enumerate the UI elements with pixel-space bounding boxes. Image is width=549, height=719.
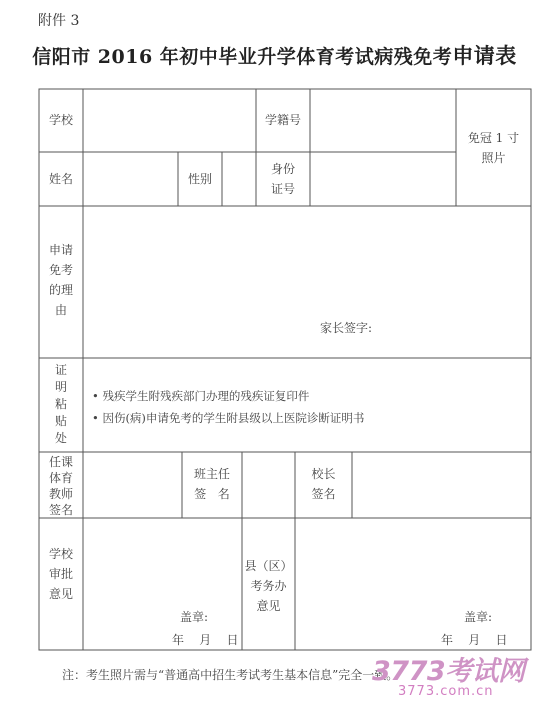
pe-teacher-label-line2: 体育 <box>48 471 73 485</box>
reason-label-line4: 由 <box>54 303 67 317</box>
school-approval-label-line2: 审批 <box>48 567 73 581</box>
id-label <box>256 159 310 199</box>
county-label-line3: 意见 <box>256 599 281 613</box>
proof-label-line2: 明 <box>54 380 67 394</box>
proof-item-injury: • 因伤(病)申请免考的学生附县级以上医院诊断证明书 <box>92 411 365 425</box>
reason-label-line2: 免考 <box>48 263 73 277</box>
proof-item-disability: • 残疾学生附残疾部门办理的残疾证复印件 <box>92 389 310 403</box>
county-approval-field[interactable] <box>295 520 531 648</box>
date-label-left: 年 月 日 <box>172 633 239 647</box>
principal-label-line2: 签名 <box>311 487 336 501</box>
proof-label-line4: 贴 <box>54 414 67 428</box>
proof-label <box>49 362 73 447</box>
pe-teacher-label <box>39 454 83 518</box>
school-field[interactable] <box>83 92 256 150</box>
student-id-field[interactable] <box>310 92 456 150</box>
reason-field[interactable] <box>85 208 529 318</box>
principal-label-line1: 校长 <box>311 467 336 481</box>
head-teacher-label <box>182 464 242 504</box>
county-label <box>242 556 295 616</box>
seal-label-right: 盖章: <box>464 610 493 624</box>
id-label-line2: 证号 <box>270 182 295 196</box>
footer-note: 注：考生照片需与“普通高中招生考试考生基本信息”完全一致。 <box>62 668 399 682</box>
county-label-line2: 考务办 <box>250 579 287 593</box>
reason-label <box>39 240 83 320</box>
school-label: 学校 <box>48 113 73 127</box>
head-teacher-sign-field[interactable] <box>242 454 295 516</box>
principal-label <box>295 464 352 504</box>
id-label-line1: 身份 <box>270 162 295 176</box>
reason-label-line3: 的理 <box>48 283 73 297</box>
proof-label-line1: 证 <box>54 363 67 377</box>
gender-label: 性别 <box>187 172 212 186</box>
site-watermark-logo: 3773考试网 <box>372 656 525 687</box>
pe-teacher-label-line3: 教师 <box>48 487 73 501</box>
head-teacher-label-line2: 签 名 <box>194 487 230 501</box>
school-approval-field[interactable] <box>83 520 242 648</box>
name-field[interactable] <box>83 154 178 204</box>
head-teacher-label-line1: 班主任 <box>193 467 230 481</box>
gender-field[interactable] <box>222 154 256 204</box>
photo-area[interactable] <box>456 128 531 168</box>
student-id-label: 学籍号 <box>264 113 301 127</box>
principal-sign-field[interactable] <box>352 454 531 516</box>
proof-label-line3: 粘 <box>54 397 67 411</box>
id-number-field[interactable] <box>310 154 456 204</box>
pe-teacher-label-line4: 签名 <box>48 503 73 517</box>
school-approval-label-line3: 意见 <box>48 587 73 601</box>
reason-label-line1: 申请 <box>48 243 73 257</box>
school-approval-label <box>39 544 83 604</box>
proof-label-line5: 处 <box>54 431 67 445</box>
school-approval-label-line1: 学校 <box>48 547 73 561</box>
site-watermark-url: 3773.com.cn <box>398 684 494 699</box>
parent-sign-label: 家长签字: <box>320 321 373 335</box>
name-label: 姓名 <box>48 172 73 186</box>
attachment-label: 附件 3 <box>38 13 80 29</box>
photo-label-line1: 免冠 1 寸 <box>467 131 520 145</box>
form-title-main: 信阳市 2016 年初中毕业升学体育考试病残免考 <box>32 46 453 68</box>
county-label-line1: 县（区） <box>244 559 293 573</box>
pe-teacher-sign-field[interactable] <box>83 454 182 516</box>
pe-teacher-label-line1: 任课 <box>48 455 73 469</box>
photo-label-line2: 照片 <box>481 151 506 165</box>
date-label-right: 年 月 日 <box>441 633 508 647</box>
seal-label-left: 盖章: <box>180 610 209 624</box>
form-title-bold: 申请表 <box>452 43 517 68</box>
